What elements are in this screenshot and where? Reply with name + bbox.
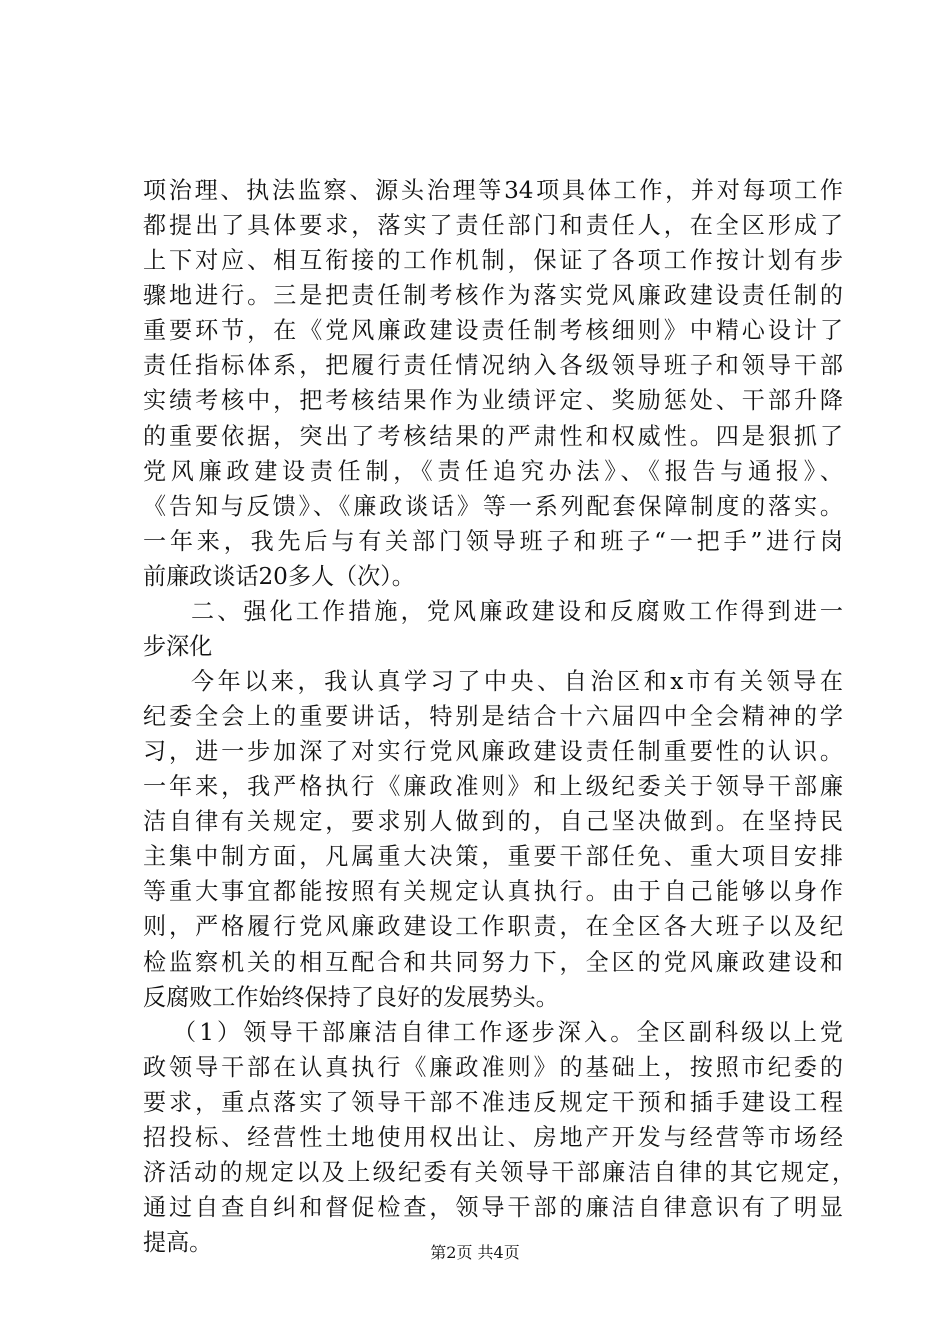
text-line: 责任指标体系，把履行责任情况纳入各级领导班子和领导干部 xyxy=(143,353,843,380)
text-line: 政领导干部在认真执行《廉政准则》的基础上，按照市纪委的 xyxy=(143,1054,843,1081)
page-footer: 第2页 共4页 xyxy=(430,1243,520,1262)
text-line: 实绩考核中，把考核结果作为业绩评定、奖励惩处、干部升降 xyxy=(143,388,843,415)
text-line: 等重大事宜都能按照有关规定认真执行。由于自己能够以身作 xyxy=(143,879,843,906)
text-line: 习，进一步加深了对实行党风廉政建设责任制重要性的认识。 xyxy=(143,739,843,766)
section-heading-cont: 步深化 xyxy=(143,633,213,660)
text-line: 检监察机关的相互配合和共同努力下，全区的党风廉政建设和 xyxy=(143,949,843,976)
text-line: 反腐败工作始终保持了良好的发展势头。 xyxy=(143,984,559,1011)
text-line: 都提出了具体要求，落实了责任部门和责任人，在全区形成了 xyxy=(143,213,843,240)
text-line: 主集中制方面，凡属重大决策，重要干部任免、重大项目安排 xyxy=(143,844,843,871)
text-line: 前廉政谈话20多人（次）。 xyxy=(143,563,415,590)
text-line: 要求，重点落实了领导干部不准违反规定干预和插手建设工程 xyxy=(143,1089,843,1116)
text-line: 一年来，我先后与有关部门领导班子和班子“一把手”进行岗 xyxy=(143,528,843,555)
text-line: 招投标、经营性土地使用权出让、房地产开发与经营等市场经 xyxy=(143,1124,843,1151)
text-line: 上下对应、相互衔接的工作机制，保证了各项工作按计划有步 xyxy=(143,248,843,275)
list-item-1: （1）领导干部廉洁自律工作逐步深入。全区副科级以上党 xyxy=(173,1019,843,1046)
text-line: 项治理、执法监察、源头治理等34项具体工作，并对每项工作 xyxy=(143,178,843,204)
section-heading: 二、强化工作措施，党风廉政建设和反腐败工作得到进一 xyxy=(191,598,843,625)
text-line: 洁自律有关规定，要求别人做到的，自己坚决做到。在坚持民 xyxy=(143,809,843,836)
text-line: 纪委全会上的重要讲话，特别是结合十六届四中全会精神的学 xyxy=(143,704,843,730)
text-line: 骤地进行。三是把责任制考核作为落实党风廉政建设责任制的 xyxy=(143,283,843,310)
text-line: 的重要依据，突出了考核结果的严肃性和权威性。四是狠抓了 xyxy=(143,423,843,450)
text-line: 则，严格履行党风廉政建设工作职责，在全区各大班子以及纪 xyxy=(143,914,843,941)
text-line: 一年来，我严格执行《廉政准则》和上级纪委关于领导干部廉 xyxy=(143,774,843,801)
text-line: 《告知与反馈》、《廉政谈话》等一系列配套保障制度的落实。 xyxy=(143,493,843,520)
text-line: 济活动的规定以及上级纪委有关领导干部廉洁自律的其它规定， xyxy=(143,1159,855,1186)
text-line: 党风廉政建设责任制，《责任追究办法》、《报告与通报》、 xyxy=(143,458,843,485)
text-line: 提高。 xyxy=(143,1230,213,1256)
text-line: 重要环节，在《党风廉政建设责任制考核细则》中精心设计了 xyxy=(143,318,843,345)
text-line: 通过自查自纠和督促检查，领导干部的廉洁自律意识有了明显 xyxy=(143,1194,843,1221)
text-line: 今年以来，我认真学习了中央、自治区和x市有关领导在 xyxy=(191,668,843,695)
